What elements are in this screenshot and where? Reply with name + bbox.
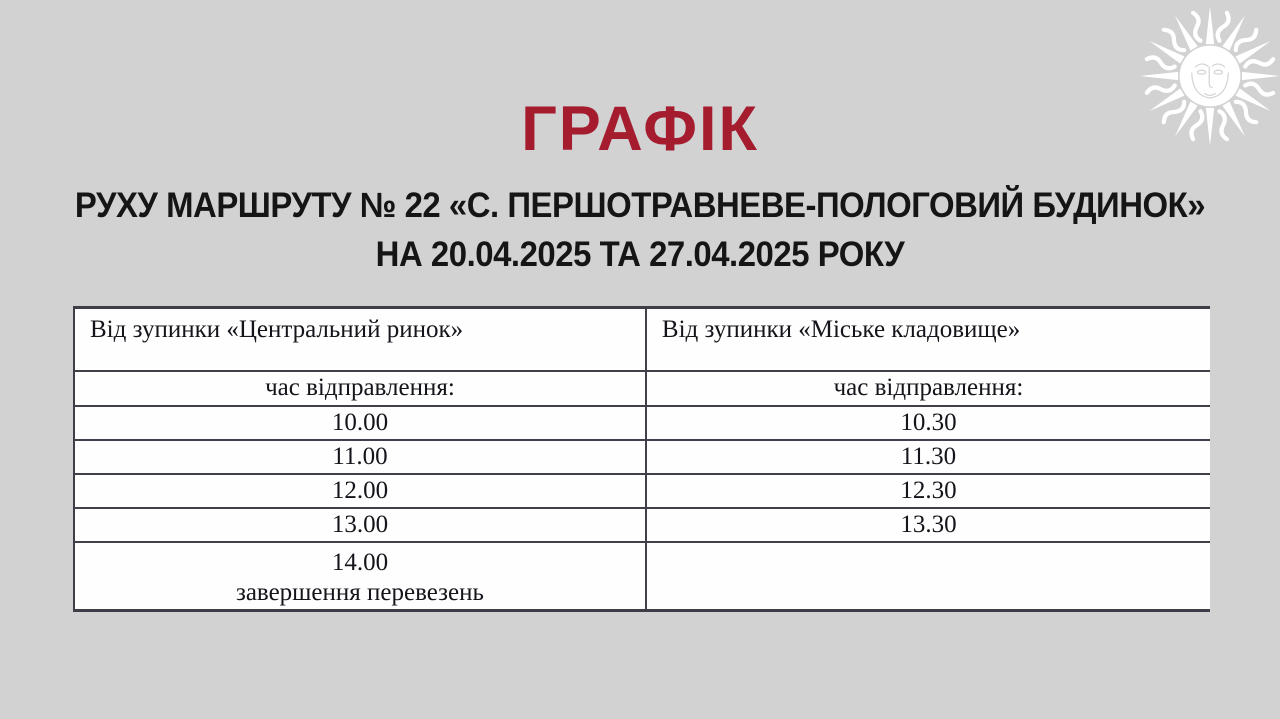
dates-subtitle: НА 20.04.2025 ТА 27.04.2025 РОКУ: [375, 235, 905, 274]
departure-time-label: час відправлення:: [75, 371, 646, 406]
route-subtitle: РУХУ МАРШРУТУ № 22 «С. ПЕРШОТРАВНЕВЕ-ПОЛОГОВИЙ БУДИНОК»: [74, 186, 1206, 225]
time-cell: 10.30: [646, 406, 1210, 440]
final-time: 14.00: [331, 549, 389, 576]
final-cell: [75, 542, 646, 609]
table-row: [75, 440, 1210, 474]
time-cell: 13.30: [646, 508, 1210, 542]
time-cell: 12.00: [75, 474, 646, 508]
empty-cell: [646, 542, 1210, 609]
time-cell: 11.00: [75, 440, 646, 474]
table-row: [75, 508, 1210, 542]
time-cell: 12.30: [646, 474, 1210, 508]
departure-time-label: час відправлення:: [646, 371, 1210, 406]
table-header-row: [75, 309, 1210, 371]
time-cell: 10.00: [75, 406, 646, 440]
table-row: [75, 406, 1210, 440]
schedule-table: [73, 306, 1210, 612]
page-title: ГРАФІК: [521, 94, 759, 164]
table-row: [75, 474, 1210, 508]
time-cell: 13.00: [75, 508, 646, 542]
final-row: [75, 542, 1210, 609]
departure-label-row: [75, 371, 1210, 406]
end-of-service-note: завершення перевезень: [235, 579, 484, 606]
stop-header-central-market: Від зупинки «Центральний ринок»: [75, 309, 646, 371]
time-cell: 11.30: [646, 440, 1210, 474]
stop-header-city-cemetery: Від зупинки «Міське кладовище»: [661, 316, 1021, 343]
